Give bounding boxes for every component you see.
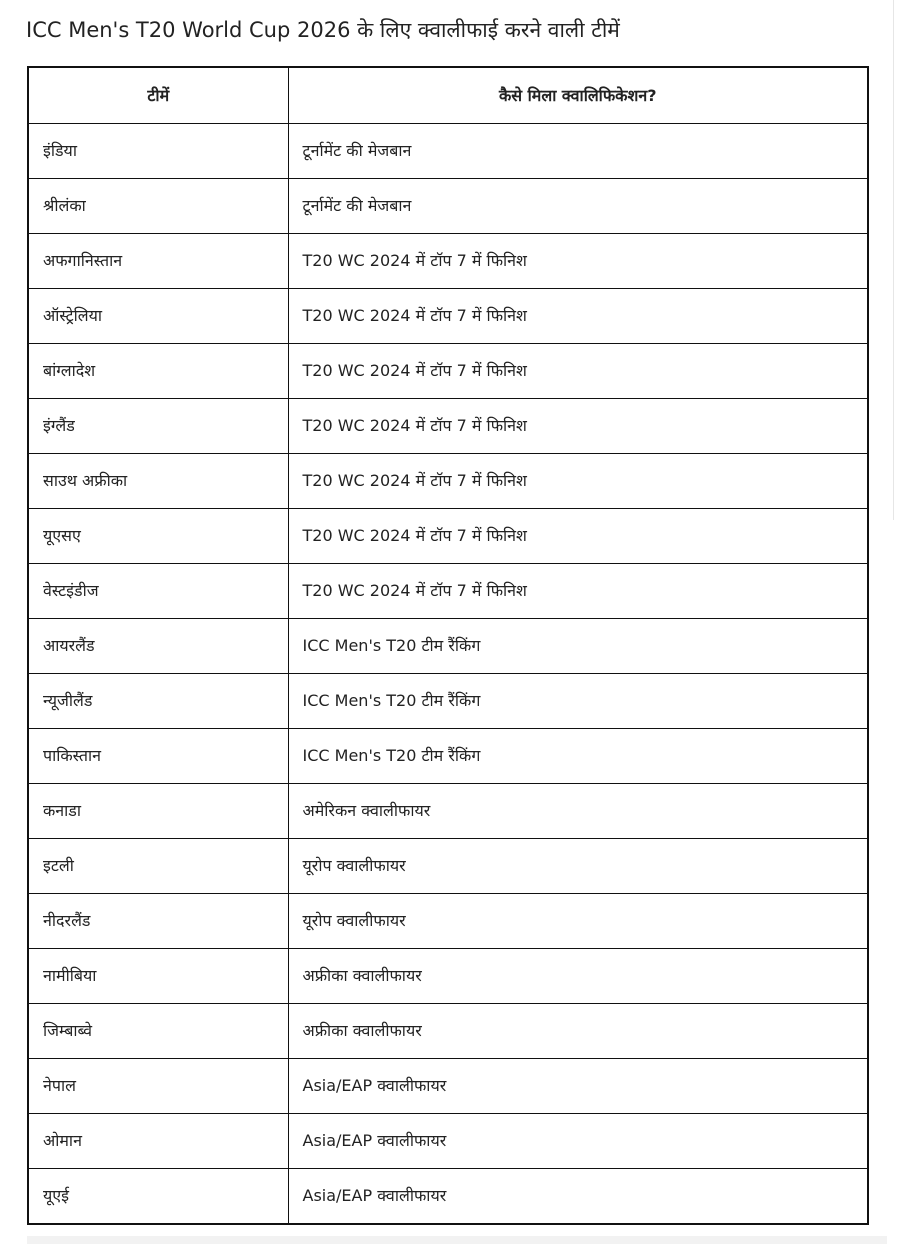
qualification-table (27, 66, 869, 1225)
qualification-cell: T20 WC 2024 में टॉप 7 में फिनिश (288, 399, 868, 454)
header-qualification: कैसे मिला क्वालिफिकेशन? (288, 67, 868, 124)
table-row (28, 234, 868, 289)
table-row (28, 949, 868, 1004)
header-teams: टीमें (28, 67, 288, 124)
qualification-cell: यूरोप क्वालीफायर (288, 894, 868, 949)
table-row (28, 1059, 868, 1114)
team-cell: जिम्बाब्वे (28, 1004, 288, 1059)
qualification-cell: T20 WC 2024 में टॉप 7 में फिनिश (288, 234, 868, 289)
table-row (28, 674, 868, 729)
table-row (28, 289, 868, 344)
table-row (28, 509, 868, 564)
table-row (28, 344, 868, 399)
table-header-row (28, 67, 868, 124)
team-cell: श्रीलंका (28, 179, 288, 234)
team-cell: न्यूजीलैंड (28, 674, 288, 729)
table-row (28, 564, 868, 619)
qualification-cell: ICC Men's T20 टीम रैंकिंग (288, 674, 868, 729)
table-row (28, 619, 868, 674)
table-row (28, 124, 868, 179)
qualification-table-container (27, 66, 867, 1225)
team-cell: इंडिया (28, 124, 288, 179)
team-cell: यूएई (28, 1169, 288, 1225)
table-row (28, 784, 868, 839)
qualification-cell: टूर्नामेंट की मेजबान (288, 124, 868, 179)
qualification-cell: T20 WC 2024 में टॉप 7 में फिनिश (288, 344, 868, 399)
table-body (28, 124, 868, 1225)
qualification-cell: यूरोप क्वालीफायर (288, 839, 868, 894)
team-cell: ओमान (28, 1114, 288, 1169)
qualification-cell: T20 WC 2024 में टॉप 7 में फिनिश (288, 564, 868, 619)
team-cell: बांग्लादेश (28, 344, 288, 399)
qualification-cell: अफ्रीका क्वालीफायर (288, 1004, 868, 1059)
qualification-cell: ICC Men's T20 टीम रैंकिंग (288, 729, 868, 784)
page-title: ICC Men's T20 World Cup 2026 के लिए क्वालीफाई करने वाली टीमें (26, 18, 620, 42)
qualification-cell: T20 WC 2024 में टॉप 7 में फिनिश (288, 509, 868, 564)
table-row (28, 399, 868, 454)
table-row (28, 1004, 868, 1059)
table-row (28, 454, 868, 509)
qualification-cell: ICC Men's T20 टीम रैंकिंग (288, 619, 868, 674)
team-cell: ऑस्ट्रेलिया (28, 289, 288, 344)
team-cell: अफगानिस्तान (28, 234, 288, 289)
side-divider (893, 0, 894, 520)
team-cell: नामीबिया (28, 949, 288, 1004)
team-cell: वेस्टइंडीज (28, 564, 288, 619)
qualification-cell: Asia/EAP क्वालीफायर (288, 1169, 868, 1225)
team-cell: नेपाल (28, 1059, 288, 1114)
qualification-cell: T20 WC 2024 में टॉप 7 में फिनिश (288, 289, 868, 344)
qualification-cell: T20 WC 2024 में टॉप 7 में फिनिश (288, 454, 868, 509)
team-cell: आयरलैंड (28, 619, 288, 674)
qualification-cell: Asia/EAP क्वालीफायर (288, 1114, 868, 1169)
bottom-shade (27, 1236, 887, 1244)
table-row (28, 1169, 868, 1225)
table-row (28, 179, 868, 234)
team-cell: कनाडा (28, 784, 288, 839)
table-row (28, 894, 868, 949)
qualification-cell: Asia/EAP क्वालीफायर (288, 1059, 868, 1114)
team-cell: इंग्लैंड (28, 399, 288, 454)
team-cell: इटली (28, 839, 288, 894)
table-row (28, 729, 868, 784)
team-cell: यूएसए (28, 509, 288, 564)
team-cell: साउथ अफ्रीका (28, 454, 288, 509)
table-row (28, 1114, 868, 1169)
qualification-cell: अमेरिकन क्वालीफायर (288, 784, 868, 839)
qualification-cell: अफ्रीका क्वालीफायर (288, 949, 868, 1004)
team-cell: पाकिस्तान (28, 729, 288, 784)
qualification-cell: टूर्नामेंट की मेजबान (288, 179, 868, 234)
team-cell: नीदरलैंड (28, 894, 288, 949)
table-row (28, 839, 868, 894)
